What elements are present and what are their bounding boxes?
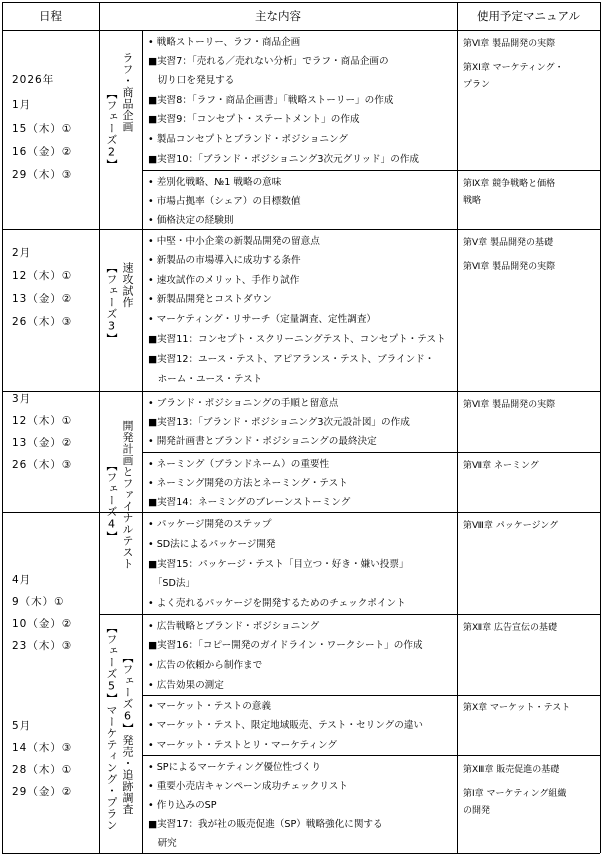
content-line: ■実習13：「ブランド・ポジショニング3次元設計図」の作成 [148, 417, 410, 428]
content-line: ■実習10：「ブランド・ポジショニング3次元グリッド」の作成 [148, 154, 420, 165]
schedule-line: 3月 [12, 393, 32, 405]
content-line: • 価格決定の経験則 [148, 215, 234, 226]
schedule-line: 14（木）③ [12, 742, 73, 754]
content-line: • パッケージ開発のステップ [148, 519, 272, 530]
manual-line: 第Ⅵ章 製品開発の実際 [463, 262, 556, 272]
schedule-line: 12（木）① [12, 415, 73, 427]
content-line: ■実習11：コンセプト・スクリーニングテスト、コンセプト・テスト [148, 334, 446, 345]
manual-line: 第Ⅰ章 マーケティング組織 [463, 789, 567, 799]
manual-line: 第ⅩⅠ章 マーケティング・ [463, 63, 564, 73]
table-border-right [600, 2, 601, 853]
content-line: • ネーミング開発の方法とネーミング・テスト [148, 478, 348, 489]
content-line: • 差別化戦略、№1 戦略の意味 [148, 177, 282, 188]
manual-line: プラン [463, 80, 491, 90]
schedule-line: 29（金）② [12, 786, 73, 798]
content-line: • 戦略ストーリー、ラフ・商品企画 [148, 37, 301, 48]
row-divider [2, 391, 600, 392]
content-line: • 製品コンセプトとブランド・ポジショニング [148, 134, 348, 145]
content-line: • 新製品の市場導入に成功する条件 [148, 255, 301, 266]
column-divider-date [99, 2, 100, 853]
manual-line: の開発 [463, 806, 491, 816]
topic-divider [142, 170, 600, 171]
content-line: ■実習16：「コピー開発のガイドライン・ワークシート」の作成 [148, 640, 423, 651]
content-line: 「SD法」 [148, 578, 196, 589]
schedule-line: 23（木）③ [12, 640, 73, 652]
manual-line: 第Ⅷ章 パッケージング [463, 521, 559, 531]
content-line: • 新製品開発とコストダウン [148, 294, 272, 305]
schedule-line: 13（金）② [12, 437, 73, 449]
header-content: 主な内容 [255, 9, 301, 23]
row-divider [2, 229, 600, 230]
content-line: • マーケット・テスト、限定地域販売、テスト・セリングの違い [148, 720, 424, 731]
content-line: ■実習7：「売れる／売れない分析」でラフ・商品企画の [148, 56, 389, 67]
phase-label: 【フェーズ3】 [105, 262, 118, 345]
content-line: • SPによるマーケティング優位性づくり [148, 762, 321, 773]
phase-label: 【フェーズ2】 [105, 88, 118, 171]
phase-title: ラフ・商品企画 [121, 52, 134, 133]
content-line: ■実習8：「ラフ・商品企画書」「戦略ストーリー」の作成 [148, 95, 394, 106]
topic-divider [142, 695, 600, 696]
content-line: • SD法によるパッケージ開発 [148, 539, 276, 550]
schedule-line: 2026年 [12, 74, 55, 86]
schedule-line: 26（木）③ [12, 316, 73, 328]
content-line: • ブランド・ポジショニングの手順と留意点 [148, 398, 339, 409]
row-divider [2, 853, 600, 854]
header-date: 日程 [39, 9, 62, 23]
content-line: 切り口を発見する [148, 75, 235, 86]
phase-label: 【フェーズ6】発売・追跡調査 [121, 652, 134, 815]
content-line: ■実習12：ユース・テスト、アピアランス・テスト、ブラインド・ [148, 354, 435, 365]
topic-divider [142, 452, 600, 453]
manual-line: 第Ⅵ章 製品開発の実際 [463, 400, 556, 410]
schedule-line: 16（金）② [12, 146, 73, 158]
manual-line: 第Ⅵ章 製品開発の実際 [463, 39, 556, 49]
schedule-line: 28（木）① [12, 764, 73, 776]
phase-label: 【フェーズ5】マーケティング・プラン [105, 622, 118, 831]
schedule-line: 10（金）② [12, 618, 73, 630]
manual-line: 第Ⅻ章 広告宣伝の基礎 [463, 623, 558, 633]
column-divider-manual [457, 2, 458, 853]
schedule-line: 13（金）② [12, 293, 73, 305]
topic-divider [142, 755, 600, 756]
manual-line: 第Ⅹ章 マーケット・テスト [463, 703, 571, 713]
schedule-line: 26（木）③ [12, 459, 73, 471]
content-line: • 中堅・中小企業の新製品開発の留意点 [148, 236, 320, 247]
content-line: • マーケティング・リサーチ（定量調査、定性調査） [148, 314, 377, 325]
content-line: • 重要小売店キャンペーン成功チェックリスト [148, 781, 348, 792]
table-border-left [2, 2, 3, 853]
schedule-line: 2月 [12, 247, 32, 259]
manual-line: 第Ⅸ章 競争戦略と価格 [463, 179, 556, 189]
column-divider-phase [142, 30, 143, 853]
schedule-line: 4月 [12, 574, 32, 586]
content-line: • 広告効果の測定 [148, 680, 224, 691]
schedule-line: 15（木）① [12, 123, 73, 135]
schedule-line: 9（木）① [12, 596, 65, 608]
content-line: ■実習9：「コンセプト・ステートメント」の作成 [148, 114, 360, 125]
content-line: • 広告戦略とブランド・ポジショニング [148, 621, 320, 632]
content-line: • 速攻試作のメリット、手作り試作 [148, 275, 300, 286]
content-line: 研究 [148, 838, 177, 849]
row-divider [2, 512, 600, 513]
content-line: • ネーミング（ブランドネーム）の重要性 [148, 459, 330, 470]
manual-line: 第Ⅴ章 製品開発の基礎 [463, 238, 554, 248]
content-line: • 市場占拠率（シェア）の目標数値 [148, 196, 301, 207]
manual-line: 戦略 [463, 196, 482, 206]
topic-divider [99, 614, 600, 615]
manual-line: 第ⅩⅢ章 販売促進の基礎 [463, 765, 560, 775]
schedule-line: 1月 [12, 99, 32, 111]
schedule-line: 29（木）③ [12, 169, 73, 181]
manual-line: 第Ⅶ章 ネーミング [463, 461, 539, 471]
content-line: ホーム・ユース・テスト [148, 374, 263, 385]
phase-title: 速攻試作 [121, 262, 134, 308]
schedule-line: 12（木）① [12, 270, 73, 282]
content-line: • 開発計画書とブランド・ポジショニングの最終決定 [148, 436, 377, 447]
content-line: • マーケット・テストの意義 [148, 701, 271, 712]
content-line: ■実習14：ネーミングのブレーンストーミング [148, 497, 351, 508]
schedule-line: 5月 [12, 720, 32, 732]
content-line: • 作り込みのSP [148, 800, 217, 811]
phase-title: 開発計画とファイナルテスト [121, 420, 134, 570]
header-manual: 使用予定マニュアル [476, 9, 581, 23]
content-line: ■実習15：パッケージ・テスト「目立つ・好き・嫌い投票」 [148, 559, 409, 570]
content-line: • 広告の依頼から制作まで [148, 660, 263, 671]
content-line: • マーケット・テストとリ・マーケティング [148, 740, 337, 751]
header-divider [2, 30, 600, 31]
content-line: • よく売れるパッケージを開発するためのチェックポイント [148, 598, 406, 609]
content-line: ■実習17：我が社の販売促進（SP）戦略強化に関する [148, 819, 383, 830]
phase-label: 【フェーズ4】 [105, 460, 118, 543]
